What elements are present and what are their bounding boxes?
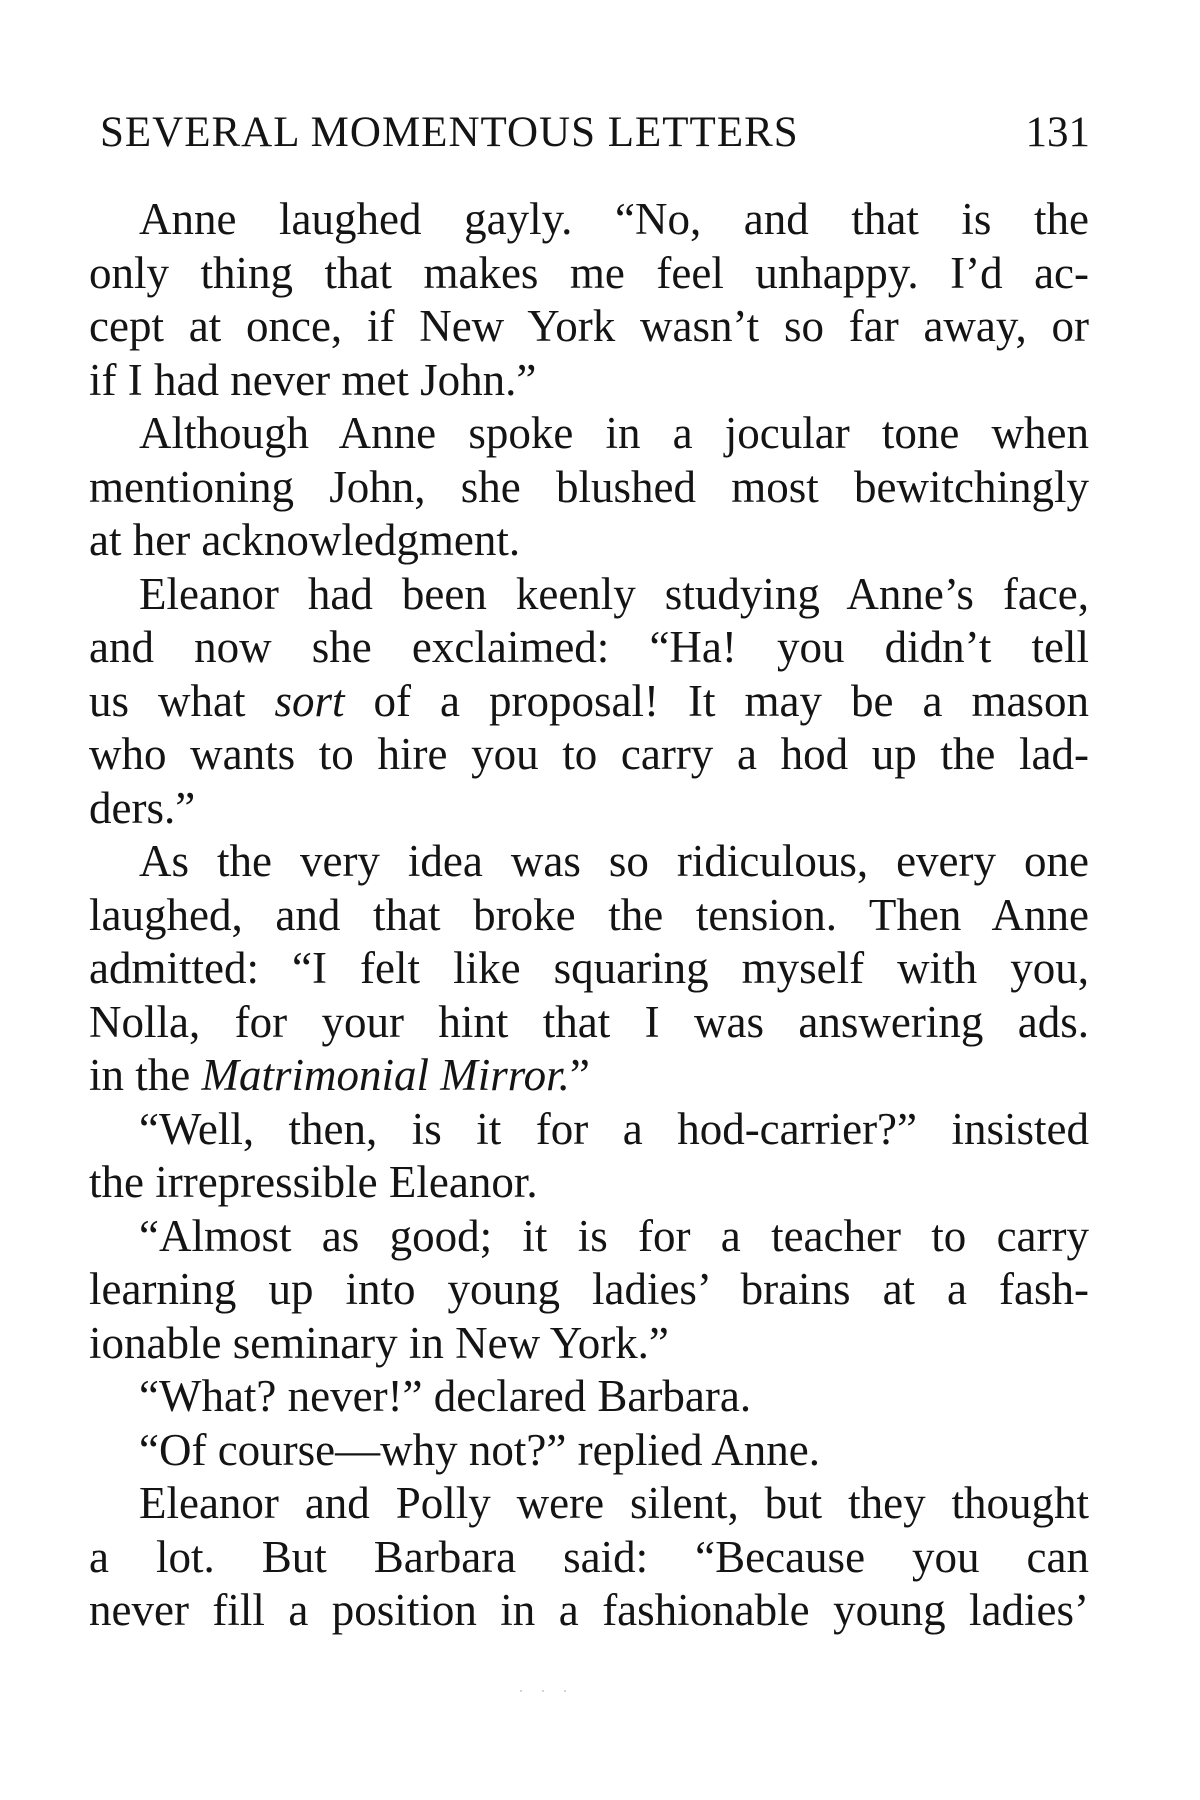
italic-text: sort	[274, 675, 345, 726]
running-head	[100, 108, 1090, 168]
text-line-with-italic	[89, 1049, 1089, 1103]
text-line-with-italic	[89, 675, 1089, 729]
speck	[520, 1690, 522, 1692]
paper-specks	[520, 1690, 580, 1696]
text-line: “What? never!” declared Barbara.	[139, 1371, 752, 1421]
speck	[542, 1690, 544, 1692]
text-line: who wants to hire you to carry a hod up the lad-	[89, 729, 1089, 779]
text-line: at her acknowledgment.	[89, 515, 521, 565]
text-line: the irrepressible Eleanor.	[89, 1157, 538, 1207]
text-line: laughed, and that broke the tension. Then Anne	[89, 889, 1089, 940]
text-line: “Well, then, is it for a hod-carrier?” insisted	[139, 1103, 1089, 1154]
text-run: in the	[89, 1050, 202, 1100]
text-line: Nolla, for your hint that I was answering ads.	[89, 996, 1089, 1047]
text-run: us what	[89, 675, 275, 726]
text-line: cept at once, if New York wasn’t so far away, or	[89, 301, 1089, 351]
page-number: 131	[1025, 109, 1090, 156]
text-line: “Almost as good; it is for a teacher to carry	[139, 1210, 1089, 1261]
text-line: if I had never met John.”	[89, 354, 537, 405]
text-line: mentioning John, she blushed most bewitchingly	[89, 461, 1089, 512]
text-line: As the very idea was so ridiculous, every one	[139, 836, 1089, 886]
text-line: ionable seminary in New York.”	[89, 1317, 669, 1368]
chapter-title: SEVERAL MOMENTOUS LETTERS	[100, 109, 799, 156]
text-run: of a proposal! It may be a mason	[344, 675, 1089, 726]
text-line: never fill a position in a fashionable young ladies’	[89, 1585, 1089, 1635]
text-line: only thing that makes me feel unhappy. I’d ac-	[89, 247, 1089, 298]
text-line: Eleanor had been keenly studying Anne’s face,	[139, 568, 1089, 619]
speck	[564, 1690, 566, 1692]
body-text	[89, 193, 1089, 1638]
text-line: a lot. But Barbara said: “Because you can	[89, 1531, 1089, 1582]
text-line: learning up into young ladies’ brains at a fash-	[89, 1264, 1089, 1314]
text-run: ”	[569, 1050, 590, 1100]
text-line: admitted: “I felt like squaring myself with you,	[89, 943, 1089, 993]
text-line: ders.”	[89, 782, 196, 833]
text-line: “Of course—why not?” replied Anne.	[139, 1424, 821, 1475]
text-line: Anne laughed gayly. “No, and that is the	[139, 194, 1089, 244]
text-line: and now she exclaimed: “Ha! you didn’t tell	[89, 622, 1089, 672]
text-line: Although Anne spoke in a jocular tone when	[139, 408, 1089, 458]
italic-text: Matrimonial Mirror.	[201, 1050, 570, 1100]
text-line: Eleanor and Polly were silent, but they thought	[139, 1478, 1089, 1528]
